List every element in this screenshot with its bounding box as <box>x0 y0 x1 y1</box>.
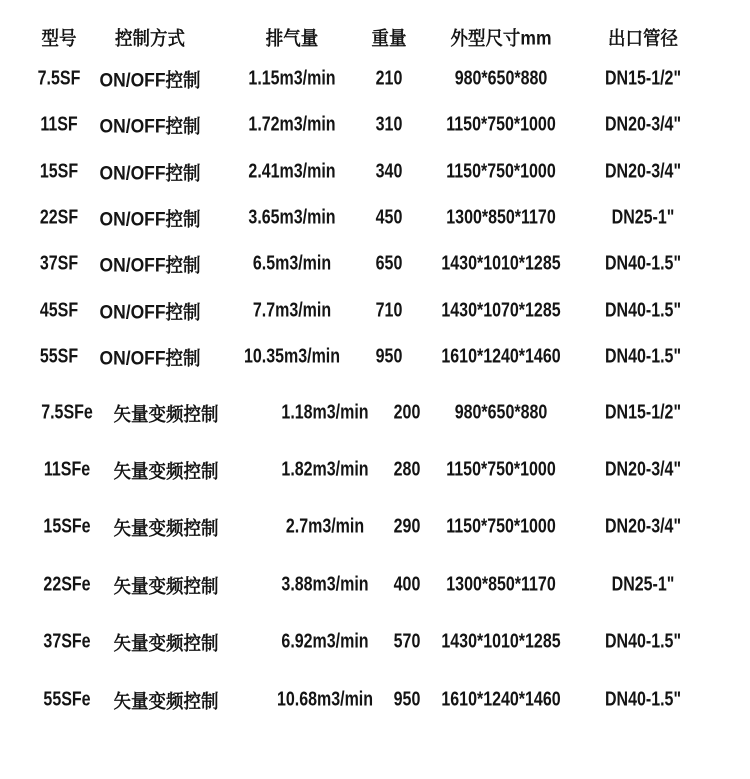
cell-dimensions: 980*650*880 <box>454 401 548 424</box>
cell-dimensions: 1150*750*1000 <box>446 160 556 183</box>
cell-outlet-diameter: DN40-1.5" <box>604 630 682 653</box>
cell-control-mode: 矢量变频控制 <box>113 576 219 598</box>
cell-outlet-diameter: DN40-1.5" <box>604 345 682 368</box>
table-row <box>0 556 750 613</box>
cell-displacement: 7.7m3/min <box>252 299 332 322</box>
table-row <box>0 671 750 728</box>
cell-control-mode: 矢量变频控制 <box>113 633 219 655</box>
cell-control-mode: 矢量变频控制 <box>113 404 219 426</box>
cell-dimensions: 1610*1240*1460 <box>441 688 561 711</box>
cell-dimensions: 1430*1010*1285 <box>441 630 561 653</box>
cell-control-mode: 矢量变频控制 <box>113 461 219 483</box>
cell-model: 7.5SF <box>37 67 81 90</box>
table-row <box>0 241 750 287</box>
cell-dimensions: 1150*750*1000 <box>446 113 556 136</box>
table-row <box>0 287 750 333</box>
table-row <box>0 195 750 241</box>
table-header-row <box>0 22 750 52</box>
cell-displacement: 1.82m3/min <box>281 458 369 481</box>
cell-dimensions: 1610*1240*1460 <box>441 345 561 368</box>
table-row <box>0 441 750 498</box>
header-cell-model: 型号 <box>41 28 77 50</box>
table-section-onoff-control <box>0 56 750 380</box>
cell-control-mode: ON/OFF控制 <box>99 348 201 370</box>
cell-weight: 280 <box>393 458 421 481</box>
table-row <box>0 499 750 556</box>
cell-outlet-diameter: DN25-1" <box>611 573 675 596</box>
header-cell-displacement: 排气量 <box>265 28 319 50</box>
cell-control-mode: ON/OFF控制 <box>99 163 201 185</box>
cell-weight: 710 <box>375 299 403 322</box>
cell-outlet-diameter: DN15-1/2" <box>604 67 682 90</box>
header-cell-weight: 重量 <box>371 28 407 50</box>
cell-displacement: 3.65m3/min <box>248 206 336 229</box>
cell-model: 37SFe <box>43 630 91 653</box>
cell-outlet-diameter: DN40-1.5" <box>604 688 682 711</box>
cell-outlet-diameter: DN20-3/4" <box>604 160 682 183</box>
cell-control-mode: ON/OFF控制 <box>99 70 201 92</box>
cell-model: 11SF <box>40 113 78 136</box>
cell-dimensions: 1430*1010*1285 <box>441 252 561 275</box>
table-row <box>0 149 750 195</box>
cell-weight: 950 <box>375 345 403 368</box>
cell-weight: 310 <box>375 113 403 136</box>
header-cell-dimensions: 外型尺寸mm <box>450 28 552 50</box>
cell-control-mode: 矢量变频控制 <box>113 691 219 713</box>
cell-model: 7.5SFe <box>41 401 93 424</box>
cell-weight: 650 <box>375 252 403 275</box>
cell-model: 55SF <box>39 345 79 368</box>
cell-model: 15SFe <box>43 515 91 538</box>
cell-control-mode: ON/OFF控制 <box>99 302 201 324</box>
cell-outlet-diameter: DN20-3/4" <box>604 458 682 481</box>
table-row <box>0 102 750 148</box>
cell-dimensions: 980*650*880 <box>454 67 548 90</box>
cell-displacement: 2.41m3/min <box>248 160 336 183</box>
cell-dimensions: 1300*850*1170 <box>446 573 556 596</box>
cell-weight: 950 <box>393 688 421 711</box>
cell-control-mode: ON/OFF控制 <box>99 116 201 138</box>
table-row <box>0 384 750 441</box>
cell-displacement: 1.15m3/min <box>248 67 336 90</box>
cell-weight: 400 <box>393 573 421 596</box>
header-cell-control-mode: 控制方式 <box>115 28 185 50</box>
cell-dimensions: 1150*750*1000 <box>446 515 556 538</box>
table-row <box>0 614 750 671</box>
cell-displacement: 6.92m3/min <box>281 630 369 653</box>
cell-displacement: 2.7m3/min <box>285 515 365 538</box>
table-section-vfd-control <box>0 384 750 728</box>
cell-model: 11SFe <box>43 458 91 481</box>
cell-model: 45SF <box>39 299 79 322</box>
cell-control-mode: 矢量变频控制 <box>113 518 219 540</box>
cell-outlet-diameter: DN20-3/4" <box>604 113 682 136</box>
cell-outlet-diameter: DN40-1.5" <box>604 299 682 322</box>
cell-weight: 340 <box>375 160 403 183</box>
cell-model: 37SF <box>39 252 79 275</box>
table-row <box>0 56 750 102</box>
header-cell-outlet-diameter: 出口管径 <box>608 28 678 50</box>
cell-model: 55SFe <box>43 688 91 711</box>
cell-displacement: 1.72m3/min <box>248 113 336 136</box>
cell-control-mode: ON/OFF控制 <box>99 255 201 277</box>
cell-displacement: 10.68m3/min <box>276 688 374 711</box>
cell-model: 22SFe <box>43 573 91 596</box>
cell-weight: 450 <box>375 206 403 229</box>
cell-weight: 290 <box>393 515 421 538</box>
cell-outlet-diameter: DN20-3/4" <box>604 515 682 538</box>
cell-model: 15SF <box>39 160 79 183</box>
cell-weight: 210 <box>375 67 403 90</box>
cell-weight: 200 <box>393 401 421 424</box>
cell-displacement: 10.35m3/min <box>243 345 341 368</box>
cell-outlet-diameter: DN40-1.5" <box>604 252 682 275</box>
cell-outlet-diameter: DN25-1" <box>611 206 675 229</box>
cell-model: 22SF <box>39 206 79 229</box>
cell-displacement: 3.88m3/min <box>281 573 369 596</box>
cell-displacement: 1.18m3/min <box>281 401 369 424</box>
cell-control-mode: ON/OFF控制 <box>99 209 201 231</box>
table-row <box>0 334 750 380</box>
cell-dimensions: 1150*750*1000 <box>446 458 556 481</box>
cell-weight: 570 <box>393 630 421 653</box>
cell-dimensions: 1300*850*1170 <box>446 206 556 229</box>
cell-displacement: 6.5m3/min <box>252 252 332 275</box>
cell-outlet-diameter: DN15-1/2" <box>604 401 682 424</box>
cell-dimensions: 1430*1070*1285 <box>441 299 561 322</box>
